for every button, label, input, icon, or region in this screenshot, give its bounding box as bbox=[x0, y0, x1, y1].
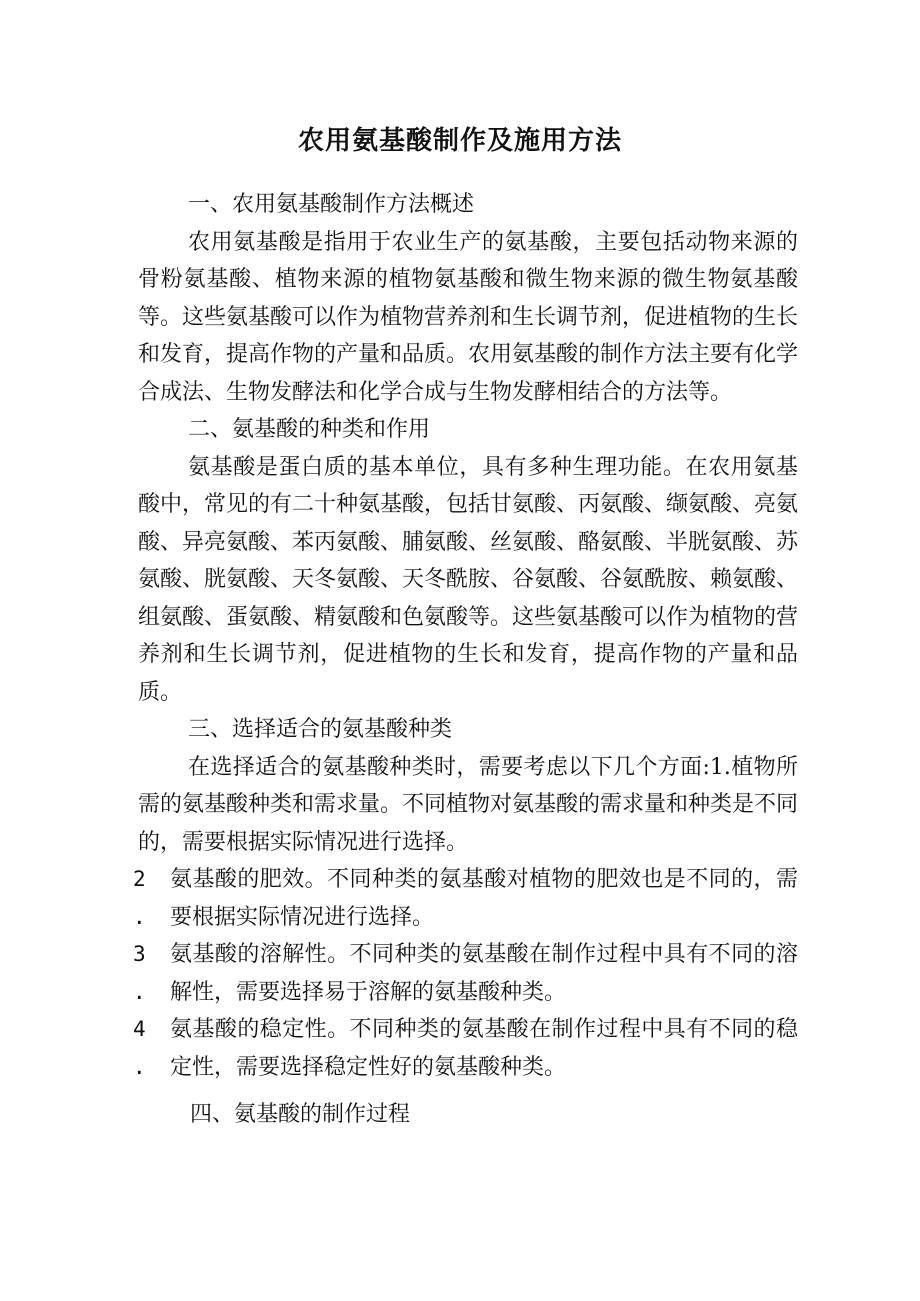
list-item-text: 氨基酸的稳定性。不同种类的氨基酸在制作过程中具有不同的稳定性，需要选择稳定性好的氨基酸种类。 bbox=[170, 1017, 798, 1080]
list-item-number: 4 . bbox=[133, 1017, 146, 1079]
document-title: 农用氨基酸制作及施用方法 bbox=[297, 126, 622, 156]
list-item bbox=[133, 861, 798, 936]
list-item-text: 氨基酸的溶解性。不同种类的氨基酸在制作过程中具有不同的溶解性，需要选择易于溶解的氨基酸种类。 bbox=[170, 942, 798, 1005]
section-3-paragraph: 在选择适合的氨基酸种类时，需要考虑以下几个方面:1.植物所需的氨基酸种类和需求量。不同植物对氨基酸的需求量和种类是不同的，需要根据实际情况进行选择。 bbox=[138, 754, 799, 855]
section-3-heading: 三、选择适合的氨基酸种类 bbox=[188, 717, 453, 742]
document-body bbox=[133, 186, 799, 1134]
section-1-paragraph: 农用氨基酸是指用于农业生产的氨基酸，主要包括动物来源的骨粉氨基酸、植物来源的植物氨基酸和微生物来源的微生物氨基酸等。这些氨基酸可以作为植物营养剂和生长调节剂，促进植物的生长和发育，提高作物的产量和品质。农用氨基酸的制作方法主要有化学合成法、生物发酵法和化学合成与生物发酵相结合的方法等。 bbox=[138, 229, 799, 405]
list-item-number: 3 . bbox=[133, 942, 146, 1004]
list-item bbox=[133, 1011, 798, 1086]
list-item-number: 2 . bbox=[133, 867, 146, 929]
section-2-heading: 二、氨基酸的种类和作用 bbox=[188, 417, 431, 442]
list-item bbox=[133, 936, 798, 1011]
list-item-text: 氨基酸的肥效。不同种类的氨基酸对植物的肥效也是不同的，需要根据实际情况进行选择。 bbox=[170, 867, 798, 930]
section-2-paragraph: 氨基酸是蛋白质的基本单位，具有多种生理功能。在农用氨基酸中，常见的有二十种氨基酸，包括甘氨酸、丙氨酸、缬氨酸、亮氨酸、异亮氨酸、苯丙氨酸、脯氨酸、丝氨酸、酪氨酸、半胱氨酸、苏氨酸、胱氨酸、天冬氨酸、天冬酰胺、谷氨酸、谷氨酰胺、赖氨酸、组氨酸、蛋氨酸、精氨酸和色氨酸等。这些氨基酸可以作为植物的营养剂和生长调节剂，促进植物的生长和发育，提高作物的产量和品质。 bbox=[138, 454, 799, 705]
section-4-heading: 四、氨基酸的制作过程 bbox=[190, 1102, 411, 1127]
section-1-heading: 一、农用氨基酸制作方法概述 bbox=[188, 192, 475, 217]
